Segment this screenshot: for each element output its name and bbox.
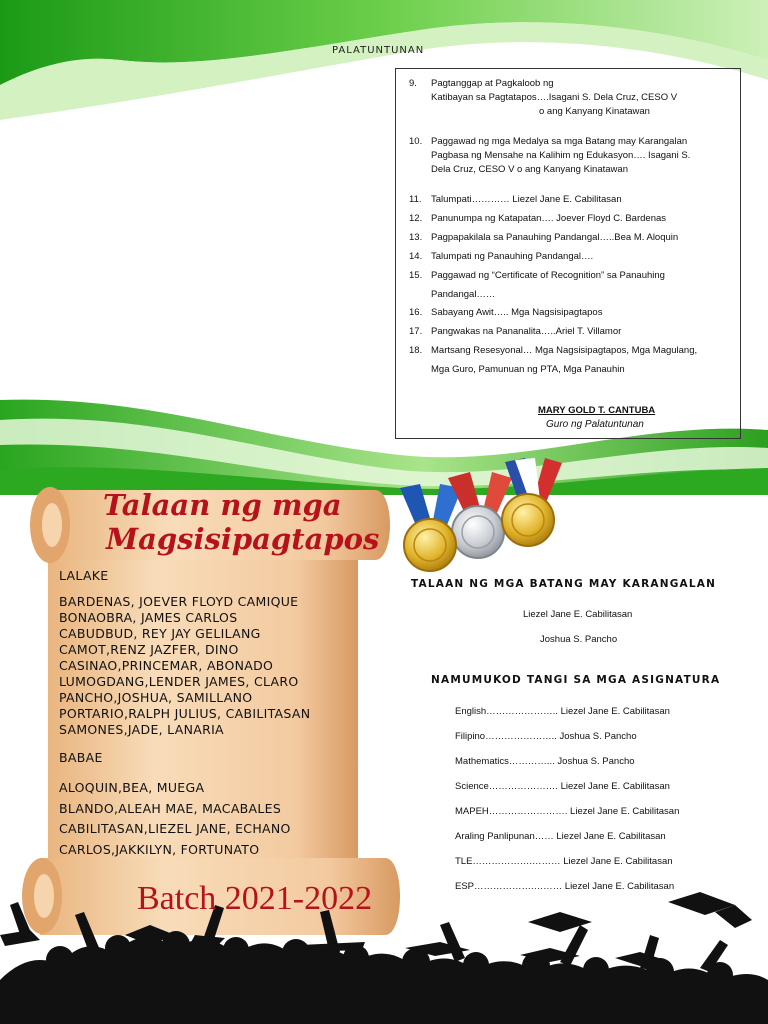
program-item: 9. Pagtanggap at Pagkaloob ng Katibayan sa Pagtatapos….Isagani S. Dela Cruz, CESO V o ang Kanyang Kinatawan xyxy=(409,78,678,117)
subject-row: Science…………………. Liezel Jane E. Cabilitasan xyxy=(455,781,670,792)
subject-row: TLE……………….……… Liezel Jane E. Cabilitasan xyxy=(455,856,673,867)
program-item: 13. Pagpapakilala sa Panauhing Pandangal…..Bea M. Aloquin xyxy=(409,232,679,243)
list-item: BLANDO,ALEAH MAE, MACABALES xyxy=(59,800,282,816)
list-item: PANCHO,JOSHUA, SAMILLANO xyxy=(59,690,253,705)
honor-name: Joshua S. Pancho xyxy=(540,634,618,645)
program-item: 17. Pangwakas na Pananalita…..Ariel T. Villamor xyxy=(409,326,622,337)
male-label: LALAKE xyxy=(59,568,109,583)
female-list xyxy=(59,778,291,860)
program-item: 12. Panunumpa ng Katapatan…. Joever Floyd C. Bardenas xyxy=(409,213,667,224)
program-item: 15. Paggawad ng “Certificate of Recognition” sa Panauhing Pandangal…… xyxy=(409,270,665,300)
signatory-role: Guro ng Palatuntunan xyxy=(546,419,644,430)
program-box xyxy=(395,68,741,439)
subject-row: ESP……………….……… Liezel Jane E. Cabilitasan xyxy=(455,881,675,892)
list-item: PORTARIO,RALPH JULIUS, CABILITASAN xyxy=(59,706,311,721)
list-item: CASINAO,PRINCEMAR, ABONADO xyxy=(59,658,274,673)
graduates-title-line1: Talaan ng mga xyxy=(103,488,342,522)
subject-row: Mathematics…………... Joshua S. Pancho xyxy=(455,756,635,767)
program-title: PALATUNTUNAN xyxy=(332,45,425,56)
program-item: 16. Sabayang Awit….. Mga Nagsisipagtapos xyxy=(409,307,603,318)
signatory-name: MARY GOLD T. CANTUBA xyxy=(538,405,656,416)
graduates-title-line2: Magsisipagtapos xyxy=(106,522,380,556)
subject-row: Filipino………………….. Joshua S. Pancho xyxy=(455,731,637,742)
female-label: BABAE xyxy=(59,750,103,765)
program-item: 11. Talumpati………… Liezel Jane E. Cabilitasan xyxy=(409,194,622,205)
list-item: CABILITASAN,LIEZEL JANE, ECHANO xyxy=(59,821,291,836)
honors-title: TALAAN NG MGA BATANG MAY KARANGALAN xyxy=(411,578,717,590)
list-item: BARDENAS, JOEVER FLOYD CAMIQUE xyxy=(59,594,299,609)
program-item: 18. Martsang Resesyonal… Mga Nagsisipagtapos, Mga Magulang, Mga Guro, Pamunuan ng PTA, Mga Panauhin xyxy=(409,345,698,375)
batch-label: Batch 2021-2022 xyxy=(137,880,373,917)
list-item: SAMONES,JADE, LANARIA xyxy=(59,722,224,737)
subject-row: MAPEH……………………. Liezel Jane E. Cabilitasan xyxy=(455,806,680,817)
list-item: BONAOBRA, JAMES CARLOS xyxy=(59,610,238,625)
list-item: CABUDBUD, REY JAY GELILANG xyxy=(59,626,261,641)
program-item: 10. Paggawad ng mga Medalya sa mga Batang may Karangalan Pagbasa ng Mensahe na Kalihim ng Edukasyon…. Isagani S. Dela Cruz, CESO V o ang Kanyang Kinatawan xyxy=(409,136,691,175)
list-item: CARLOS,JAKKILYN, FORTUNATO xyxy=(59,841,260,857)
list-item: LUMOGDANG,LENDER JAMES, CLARO xyxy=(59,674,299,689)
program-item: 14. Talumpati ng Panauhing Pandangal…. xyxy=(409,251,594,262)
list-item: CAMOT,RENZ JAZFER, DINO xyxy=(59,642,239,657)
subjects-title: NAMUMUKOD TANGI SA MGA ASIGNATURA xyxy=(431,674,721,686)
subject-row: English………………….. Liezel Jane E. Cabilitasan xyxy=(455,706,670,717)
male-list xyxy=(59,594,310,738)
honor-name: Liezel Jane E. Cabilitasan xyxy=(523,609,633,620)
list-item: ALOQUIN,BEA, MUEGA xyxy=(59,780,205,795)
subject-row: Araling Panlipunan…… Liezel Jane E. Cabilitasan xyxy=(455,831,666,842)
